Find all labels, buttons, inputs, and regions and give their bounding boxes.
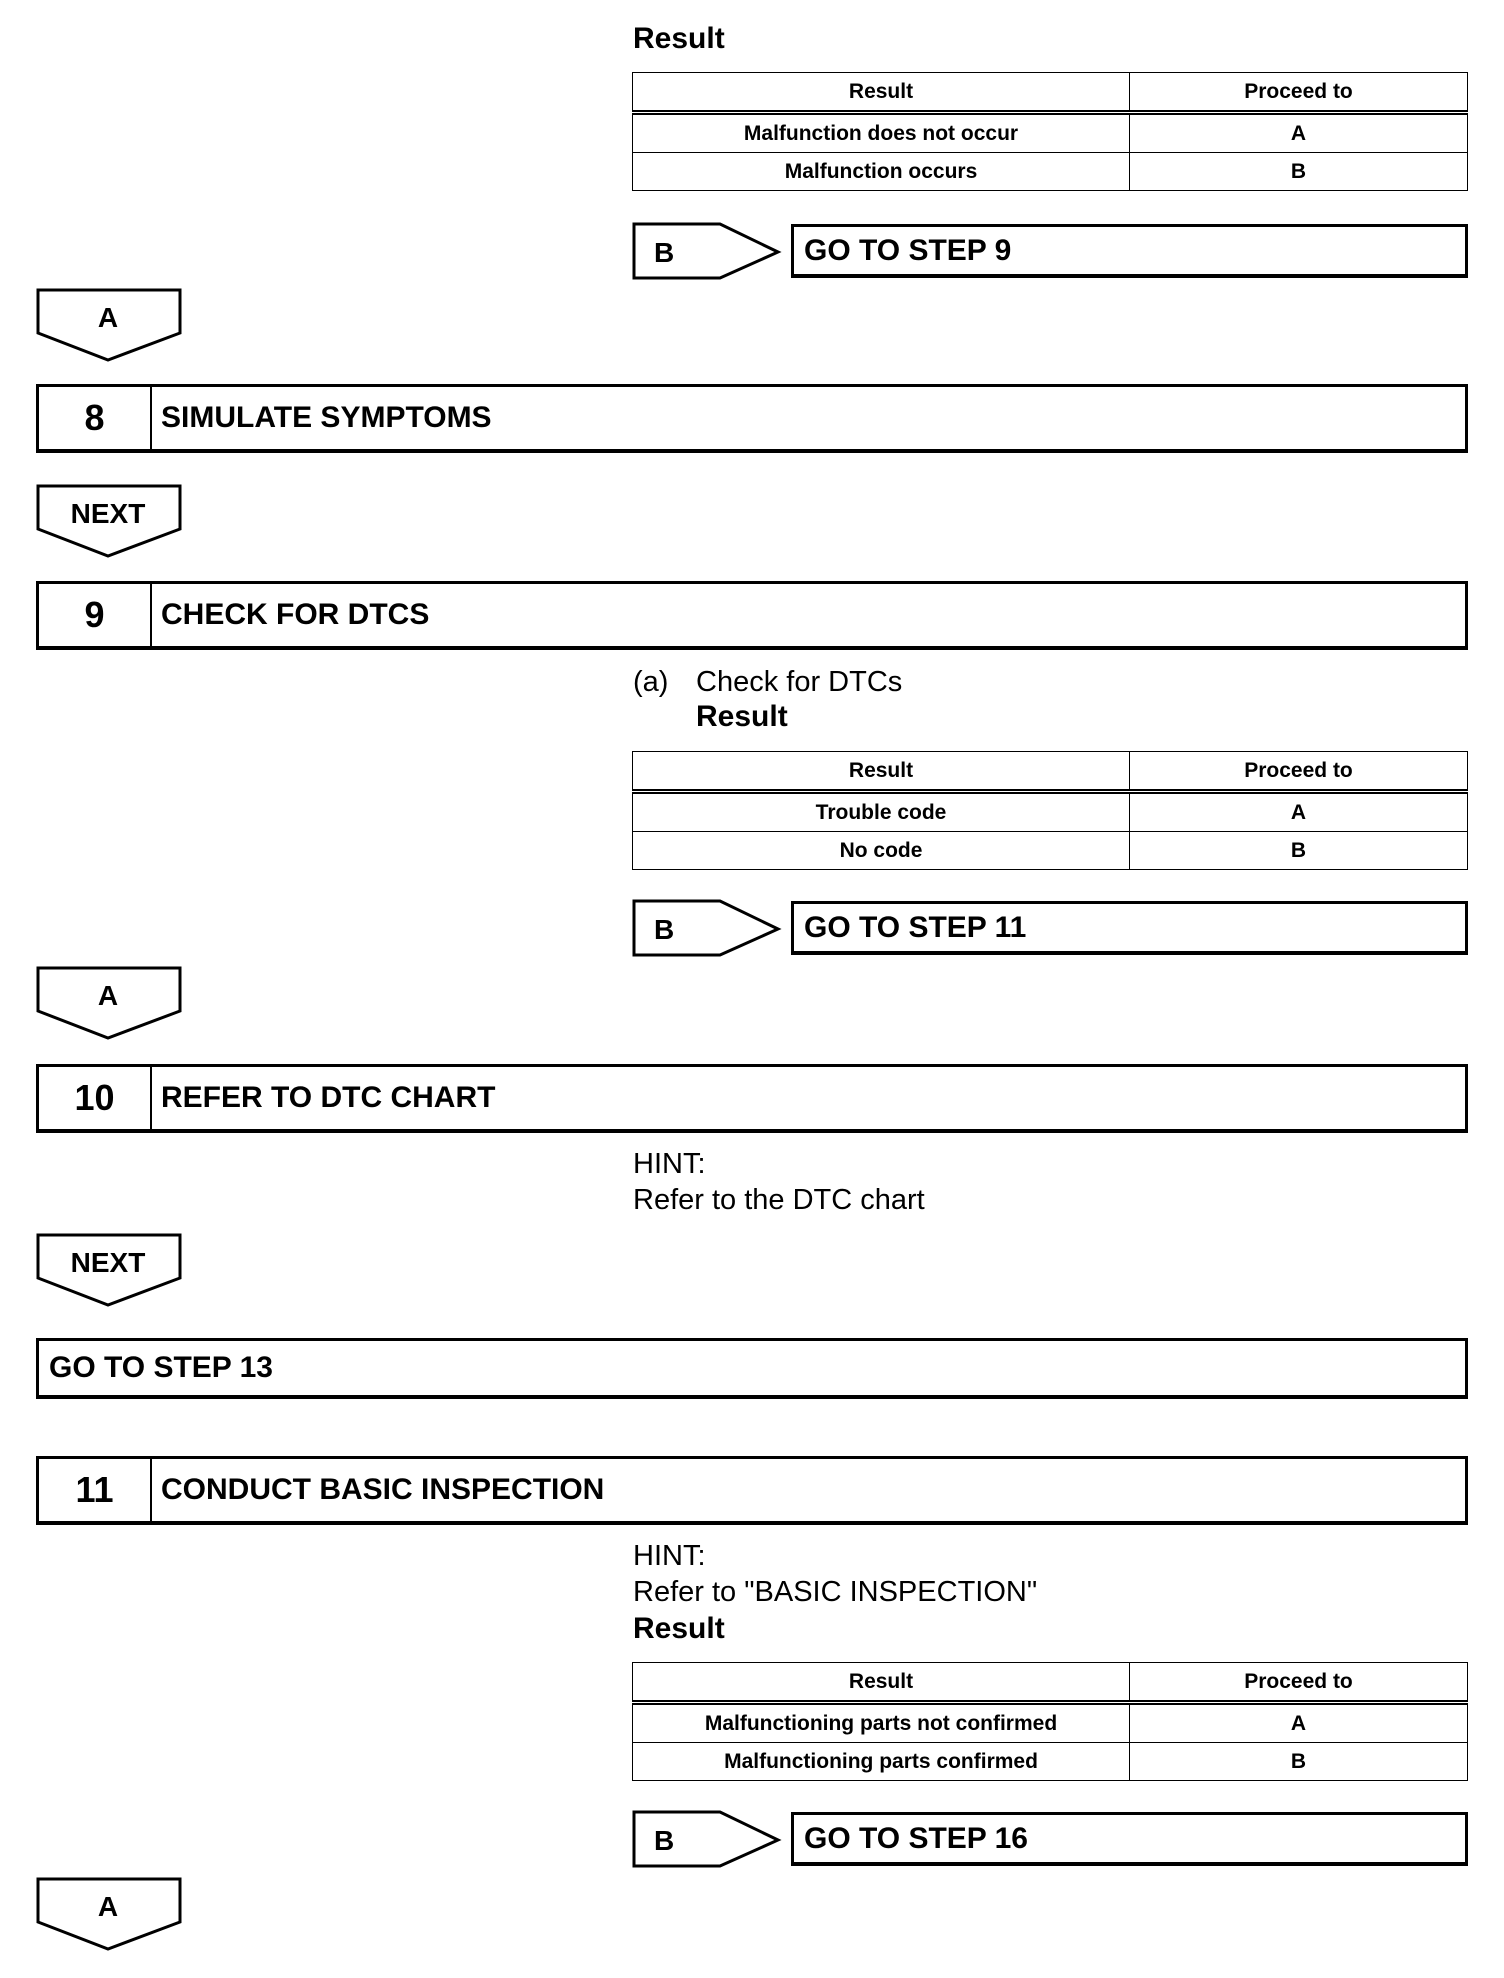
header-proceed-to: Proceed to — [1130, 1663, 1468, 1703]
goto-step-11-box[interactable]: GO TO STEP 11 — [791, 901, 1468, 955]
hint-label: HINT: — [633, 1540, 706, 1572]
next-label: NEXT — [70, 498, 146, 529]
table-row — [633, 832, 1468, 870]
proceed-cell: B — [1130, 1743, 1468, 1781]
hint-label: HINT: — [633, 1148, 706, 1180]
result-heading: Result — [696, 700, 788, 733]
step-11-header — [36, 1456, 1468, 1525]
continue-a-arrow-icon[interactable] — [36, 966, 182, 1040]
header-result: Result — [633, 752, 1130, 792]
goto-step-9-box[interactable]: GO TO STEP 9 — [791, 224, 1468, 278]
result-cell: Malfunction occurs — [633, 153, 1130, 191]
result-table — [632, 72, 1468, 191]
next-arrow-icon[interactable] — [36, 1233, 182, 1307]
table-header-row — [633, 73, 1468, 113]
continue-a-arrow-icon[interactable] — [36, 1877, 182, 1951]
result-cell: No code — [633, 832, 1130, 870]
proceed-cell: A — [1130, 113, 1468, 153]
table-row — [633, 153, 1468, 191]
step-9-header — [36, 581, 1468, 650]
result-cell: Malfunctioning parts not confirmed — [633, 1703, 1130, 1743]
step-title: REFER TO DTC CHART — [161, 1081, 496, 1114]
branch-b-arrow-icon[interactable] — [632, 899, 782, 959]
table-header-row — [633, 752, 1468, 792]
result-cell: Trouble code — [633, 792, 1130, 832]
table-header-row — [633, 1663, 1468, 1703]
branch-label: B — [654, 1825, 675, 1856]
result-cell: Malfunction does not occur — [633, 113, 1130, 153]
header-proceed-to: Proceed to — [1130, 752, 1468, 792]
hint-text: Refer to the DTC chart — [633, 1184, 925, 1216]
proceed-cell: B — [1130, 832, 1468, 870]
step-number: 10 — [39, 1067, 152, 1129]
hint-text: Refer to "BASIC INSPECTION" — [633, 1576, 1038, 1608]
result-heading: Result — [633, 1612, 725, 1645]
step-number: 8 — [39, 387, 152, 449]
result-table — [632, 1662, 1468, 1781]
proceed-cell: A — [1130, 792, 1468, 832]
table-row — [633, 1743, 1468, 1781]
continue-label: A — [97, 302, 119, 333]
step-8-header — [36, 384, 1468, 453]
continue-label: A — [97, 1891, 119, 1922]
continue-a-arrow-icon[interactable] — [36, 288, 182, 362]
step-title: CHECK FOR DTCS — [161, 598, 430, 631]
table-row — [633, 792, 1468, 832]
branch-b-arrow-icon[interactable] — [632, 222, 782, 282]
branch-label: B — [654, 914, 675, 945]
next-label: NEXT — [70, 1247, 146, 1278]
header-result: Result — [633, 73, 1130, 113]
continue-label: A — [97, 980, 119, 1011]
next-arrow-icon[interactable] — [36, 484, 182, 558]
table-row — [633, 1703, 1468, 1743]
step-10-header — [36, 1064, 1468, 1133]
instruction-text: Check for DTCs — [696, 666, 903, 698]
branch-label: B — [654, 237, 675, 268]
proceed-cell: B — [1130, 153, 1468, 191]
step-title: SIMULATE SYMPTOMS — [161, 401, 492, 434]
step-number: 9 — [39, 584, 152, 646]
result-cell: Malfunctioning parts confirmed — [633, 1743, 1130, 1781]
header-result: Result — [633, 1663, 1130, 1703]
result-heading: Result — [633, 22, 725, 55]
branch-b-arrow-icon[interactable] — [632, 1810, 782, 1870]
goto-step-13-box[interactable]: GO TO STEP 13 — [36, 1338, 1468, 1399]
proceed-cell: A — [1130, 1703, 1468, 1743]
goto-step-16-box[interactable]: GO TO STEP 16 — [791, 1812, 1468, 1866]
header-proceed-to: Proceed to — [1130, 73, 1468, 113]
instruction-marker: (a) — [633, 666, 669, 698]
result-table — [632, 751, 1468, 870]
step-number: 11 — [39, 1459, 152, 1521]
step-title: CONDUCT BASIC INSPECTION — [161, 1473, 605, 1506]
table-row — [633, 113, 1468, 153]
